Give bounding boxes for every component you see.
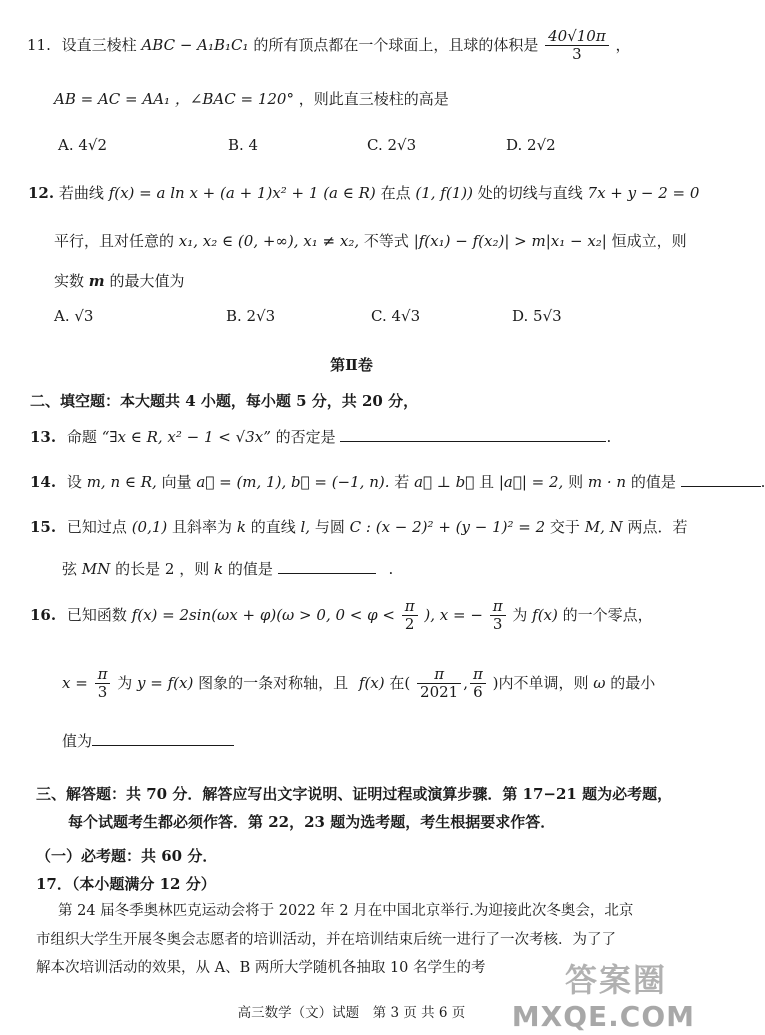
magnitude-expression: |a⃗| = 2, (498, 473, 564, 491)
question-text: 设 (66, 473, 82, 491)
sphere-volume-fraction (545, 28, 609, 64)
punctuation: ， (615, 35, 631, 54)
question-text: 的值是 (630, 473, 676, 491)
question-text: 平行，且对任意的 (54, 232, 175, 250)
question-text: 的一个零点， (562, 605, 653, 624)
option-d: D. 5√3 (512, 307, 562, 325)
numerator: π (470, 666, 486, 684)
point-expression: (0,1) (131, 518, 168, 536)
question-text: 已知过点 (66, 518, 127, 536)
chord-length: 2 (164, 560, 175, 578)
proposition-expression: “∃x ∈ R, x² − 1 < √3x” (101, 428, 271, 446)
question-number: 16. (30, 605, 57, 624)
fx-expression: f(x) (532, 605, 558, 624)
denominator: 6 (473, 683, 483, 702)
question-15-line-1 (30, 516, 688, 537)
question-15-line-2 (62, 558, 393, 579)
question-16-line-2: x = $\frac{\pi}{3}$ 为 y = f(x) 图象的一条对称轴，且 f(x) 在( $\frac{\pi}{2021}$ , $\frac{\pi}{6}$ )内不单调，则 ω 的最小 (62, 665, 656, 702)
question-17-line-3: 解本次培训活动的效果，从 A、B 两所大学随机各抽取 10 名学生的考 (36, 960, 486, 976)
question-16-line-1 (30, 598, 653, 634)
question-text: 不等式 (363, 232, 409, 250)
question-text: 图象的一条对称轴，且 (198, 673, 349, 692)
line-variable: l, (300, 518, 311, 536)
denominator: 3 (492, 615, 503, 634)
function-expression: f(x) = 2sin(ωx + φ)(ω > 0, 0 < φ < (131, 605, 395, 624)
page-footer: 高三数学（文）试题 第 3 页 共 6 页 (237, 1005, 466, 1021)
denominator: 2 (404, 615, 415, 634)
question-number: 15. (30, 518, 57, 536)
watermark-site: MXQE.COM (511, 1000, 695, 1033)
denominator: 3 (97, 683, 108, 702)
pi-over-2021-fraction (417, 666, 461, 702)
question-text: 为 (512, 605, 528, 624)
option-d: D. 2√2 (506, 136, 556, 154)
question-text: 两点．若 (627, 518, 688, 536)
question-14 (30, 471, 765, 492)
question-11-line-1 (27, 28, 631, 64)
option-b: B. 4 (228, 136, 259, 154)
question-number: 14. (30, 473, 57, 491)
answer-blank[interactable] (340, 441, 606, 442)
perpendicular-expression: a⃗ ⊥ b⃗ (414, 473, 475, 491)
question-text: 为 (117, 673, 133, 692)
yfx-expression: y = f(x) (137, 673, 194, 692)
curve-function: f(x) = a ln x + (a + 1)x² + 1 (a ∈ R) (108, 184, 376, 202)
question-text: 的值是 (227, 560, 273, 578)
zero-expression: ), x = − (424, 605, 483, 624)
option-a: A. √3 (54, 307, 94, 325)
question-12-line-3 (54, 270, 184, 291)
point-expression: (1, f(1)) (415, 184, 473, 202)
watermark-logo (503, 955, 703, 1035)
volume-denominator: 3 (572, 45, 582, 64)
punctuation: . (760, 473, 765, 491)
prism-expression: ABC − A₁B₁C₁ (141, 35, 249, 54)
question-number: 12. (28, 184, 55, 202)
chord-label: MN (81, 560, 111, 578)
axis-expression: x = (62, 673, 88, 692)
question-text: )内不单调，则 (492, 673, 589, 692)
mn-expression: m, n ∈ R, (86, 473, 157, 491)
question-text: 的最大值为 (109, 272, 185, 290)
question-text: 的否定是 (275, 428, 336, 446)
question-13 (30, 426, 611, 447)
question-text: 的最小 (610, 673, 656, 692)
answer-blank[interactable] (92, 745, 234, 746)
question-17-line-1: 第 24 届冬季奥林匹克运动会将于 2022 年 2 月在中国北京举行.为迎接此次冬奥会，北京 (58, 903, 634, 919)
question-text: 向量 (161, 473, 192, 491)
option-c: C. 4√3 (371, 307, 421, 325)
question-text: 在( (389, 673, 411, 692)
condition-expression: AB = AC = AA₁ ，∠BAC = 120° (54, 90, 294, 108)
question-text: 且 (479, 473, 495, 491)
question-11-line-2 (54, 88, 449, 109)
numerator: π (490, 598, 506, 616)
question-text: 处的切线与直线 (477, 184, 583, 202)
question-text: 若 (394, 473, 410, 491)
pi-over-2-fraction (402, 598, 418, 634)
section-title: 第Ⅱ卷 (330, 356, 373, 374)
question-text: 设直三棱柱 (61, 35, 137, 54)
question-text: 若曲线 (58, 184, 104, 202)
question-16-line-3 (62, 730, 234, 751)
pi-over-6-fraction (470, 666, 486, 702)
option-b: B. 2√3 (226, 307, 276, 325)
question-text: 交于 (549, 518, 580, 536)
points-mn: M, N (584, 518, 623, 536)
question-text: ，则此直三棱柱的高是 (298, 90, 449, 108)
question-text: 值为 (62, 732, 93, 750)
numerator: π (402, 598, 418, 616)
question-text: 则 (568, 473, 584, 491)
option-c: C. 2√3 (367, 136, 417, 154)
question-text: 与圆 (314, 518, 345, 536)
question-text: 的长是 (115, 560, 161, 578)
question-12-line-2 (54, 230, 687, 251)
slope-variable: k (213, 560, 224, 578)
inequality-expression: |f(x₁) − f(x₂)| > m|x₁ − x₂| (413, 232, 607, 250)
question-text: ，则 (179, 560, 210, 578)
question-12-line-1 (28, 182, 699, 203)
numerator: π (417, 666, 461, 684)
vector-expression: a⃗ = (m, 1), b⃗ = (−1, n). (196, 473, 390, 491)
question-number: 13. (30, 428, 57, 446)
question-17-line-2: 市组织大学生开展冬奥会志愿者的培训活动，并在培训结束后统一进行了一次考核．为了了 (36, 932, 616, 948)
watermark-title: 答案圈 (564, 961, 667, 999)
question-17-title: 17．（本小题满分 12 分） (36, 875, 216, 893)
omega-variable: ω (593, 673, 606, 692)
circle-equation: C : (x − 2)² + (y − 1)² = 2 (349, 518, 546, 536)
question-text: 已知函数 (66, 605, 127, 624)
solve-section-header-line-1: 三、解答题：共 70 分．解答应写出文字说明、证明过程或演算步骤．第 17−21 题为必考题， (36, 785, 673, 803)
question-text: 恒成立，则 (611, 232, 687, 250)
fill-in-section-header: 二、填空题：本大题共 4 小题，每小题 5 分，共 20 分， (30, 392, 419, 410)
numerator: π (95, 666, 111, 684)
pi-over-3-fraction (490, 598, 506, 634)
volume-numerator: 40√10π (545, 28, 609, 46)
punctuation: . (388, 560, 394, 578)
question-text: 且斜率为 (172, 518, 233, 536)
denominator: 2021 (420, 683, 459, 702)
question-text: 在点 (380, 184, 411, 202)
product-expression: m · n (587, 473, 627, 491)
domain-expression: x₁, x₂ ∈ (0, +∞), x₁ ≠ x₂, (178, 232, 360, 250)
pi-over-3-fraction (95, 666, 111, 702)
required-questions-header: （一）必考题：共 60 分． (36, 847, 218, 865)
question-text: 命题 (66, 428, 97, 446)
question-text: 的所有顶点都在一个球面上，且球的体积是 (253, 35, 539, 54)
option-a: A. 4√2 (58, 136, 108, 154)
line-equation: 7x + y − 2 = 0 (587, 184, 700, 202)
question-text: 实数 (54, 272, 85, 290)
slope-variable: k (236, 518, 246, 536)
solve-section-header-line-2: 每个试题考生都必须作答．第 22，23 题为选考题，考生根据要求作答． (68, 813, 556, 831)
fx-expression: f(x) (358, 673, 385, 692)
question-number: 11. (27, 35, 51, 54)
question-text: 弦 (62, 560, 78, 578)
answer-blank[interactable] (278, 573, 376, 574)
punctuation: . (606, 428, 612, 446)
answer-blank[interactable] (681, 486, 761, 487)
question-text: 的直线 (250, 518, 296, 536)
variable-m: m (88, 272, 105, 290)
